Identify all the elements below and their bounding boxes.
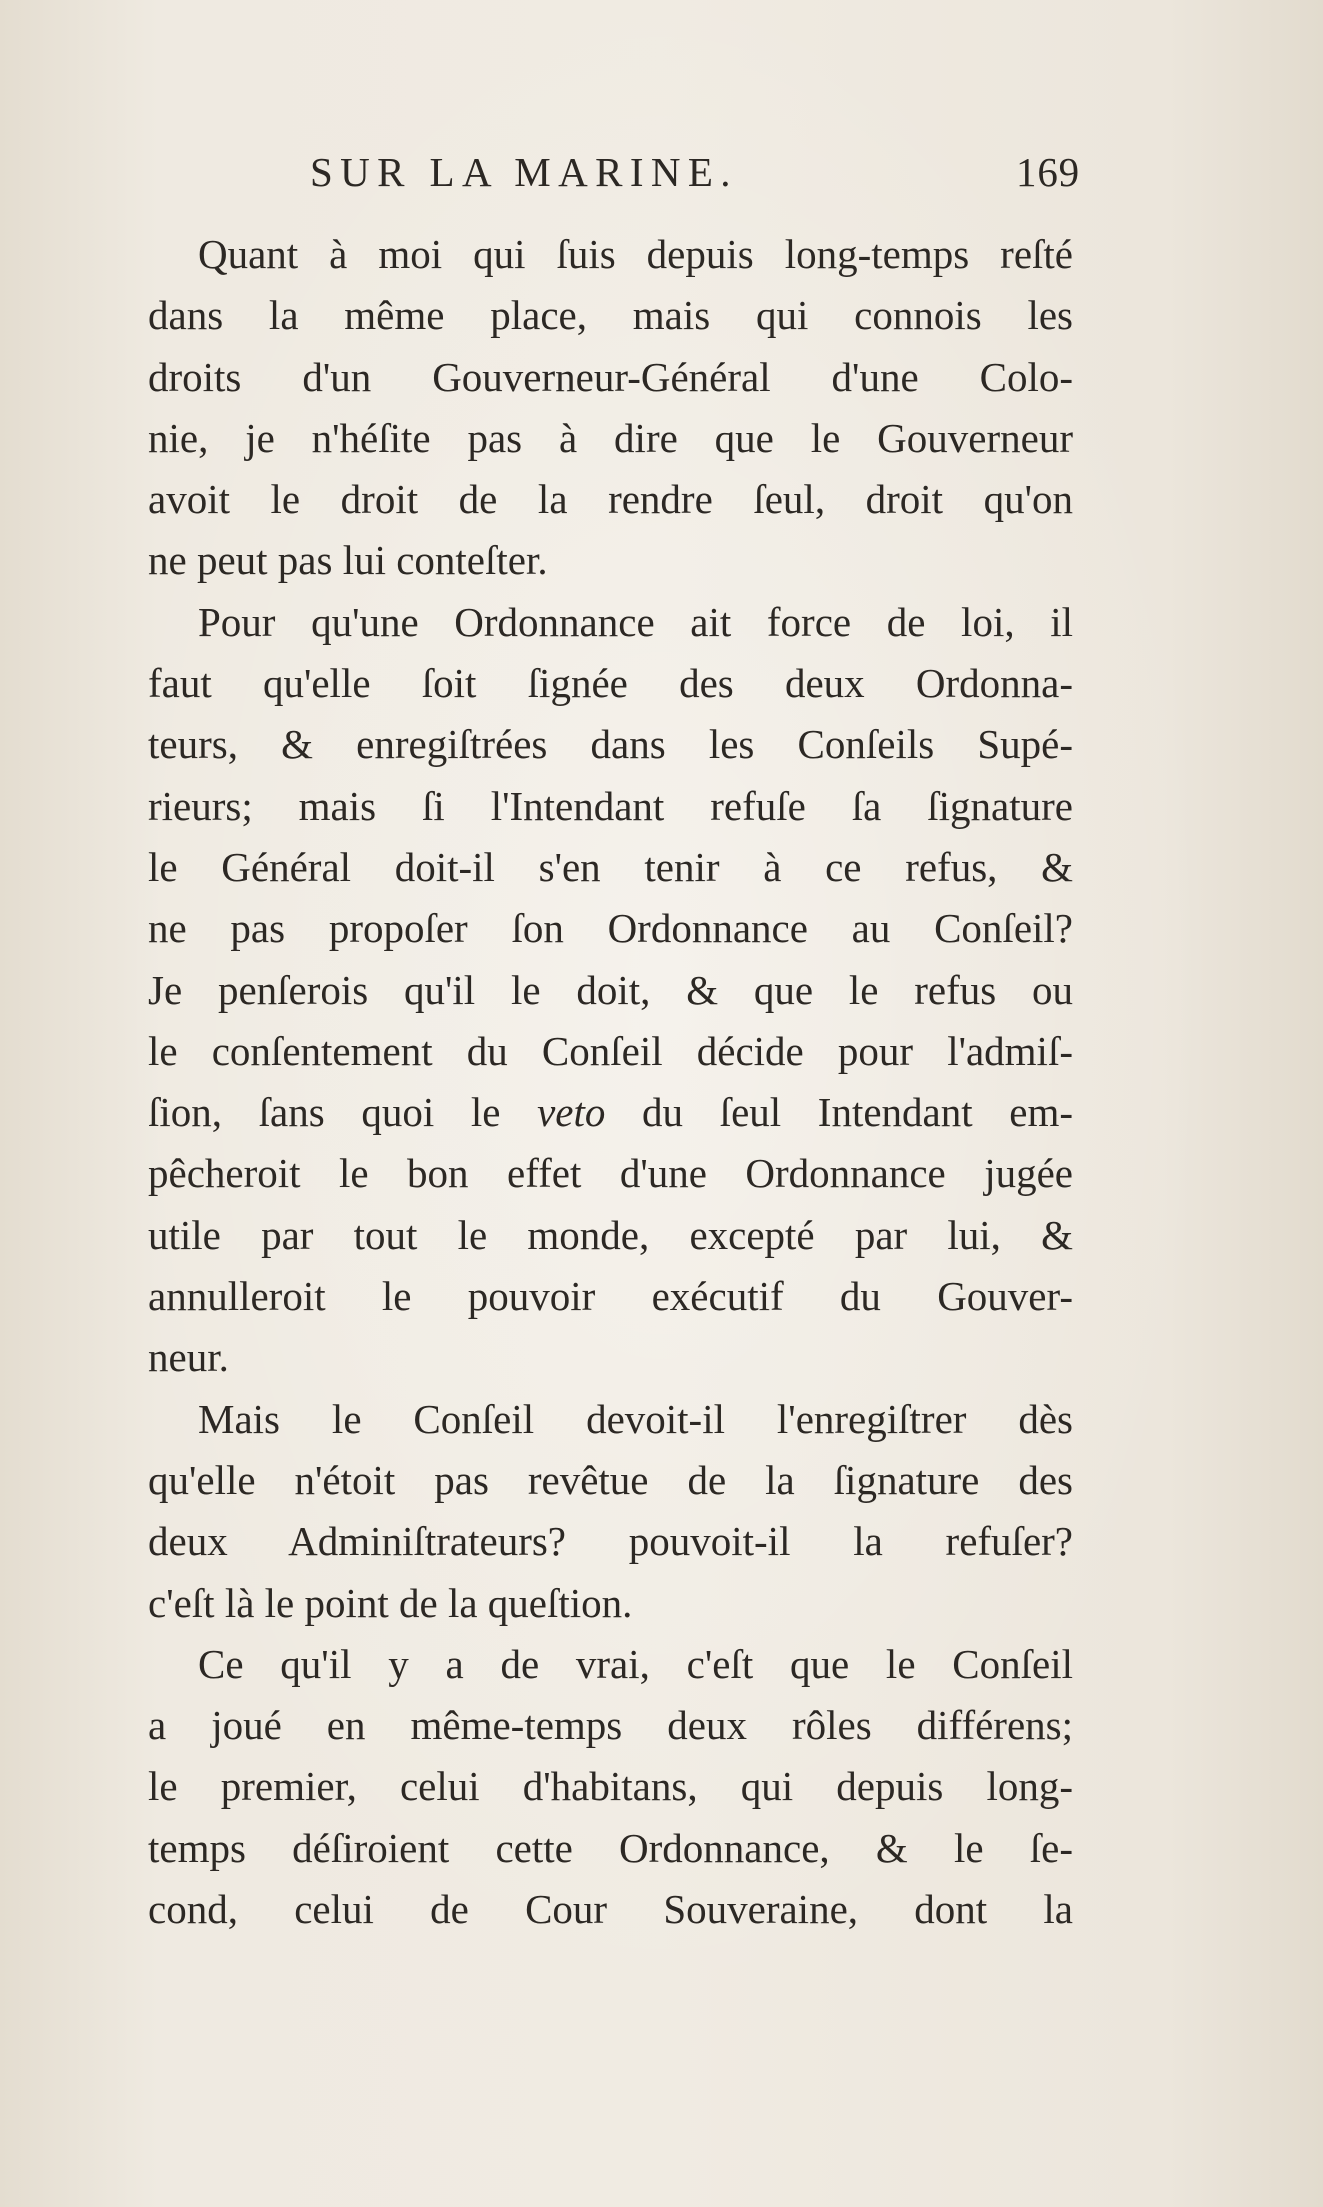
text-line: ne peut pas lui conteſter. (148, 537, 548, 584)
text-line: Mais le Conſeil devoit-il l'enregiſtrer dès (198, 1395, 1073, 1442)
text-line: neur. (148, 1334, 229, 1381)
text-line: dans la même place, mais qui connois les (148, 292, 1073, 339)
text-line: Ce qu'il y a de vrai, c'eſt que le Conſeil (198, 1640, 1073, 1687)
text-line: le Général doit-il s'en tenir à ce refus, & (148, 843, 1073, 890)
page-number: 169 (1016, 149, 1080, 195)
text-line: annulleroit le pouvoir exécutif du Gouver- (148, 1273, 1073, 1320)
running-head-title: SUR LA MARINE. (310, 149, 738, 195)
text-line: cond, celui de Cour Souveraine, dont la (148, 1886, 1073, 1933)
body-text (148, 224, 1073, 1940)
text-line: a joué en même-temps deux rôles différens; (148, 1702, 1073, 1749)
text-line: c'eſt là le point de la queſtion. (148, 1579, 633, 1626)
text-line: le conſentement du Conſeil décide pour l'admiſ- (148, 1027, 1073, 1074)
text-line-with-italic: ſion, ſans quoi le veto du ſeul Intendant em- (148, 1089, 1073, 1136)
text-line: ne pas propoſer ſon Ordonnance au Conſeil? (148, 905, 1073, 952)
text-line: Je penſerois qu'il le doit, & que le refus ou (148, 966, 1073, 1013)
text-line: deux Adminiſtrateurs? pouvoit-il la refuſer? (148, 1518, 1073, 1565)
text-line: pêcheroit le bon effet d'une Ordonnance jugée (148, 1150, 1073, 1197)
text-line: temps déſiroient cette Ordonnance, & le ſe- (148, 1824, 1073, 1871)
italic-word: veto (537, 1089, 606, 1136)
running-head (150, 148, 1080, 208)
text-line: utile par tout le monde, excepté par lui, & (148, 1211, 1073, 1258)
text-line: teurs, & enregiſtrées dans les Conſeils Supé- (148, 721, 1073, 768)
text-line: rieurs; mais ſi l'Intendant refuſe ſa ſignature (148, 782, 1073, 829)
text-line: nie, je n'héſite pas à dire que le Gouverneur (148, 414, 1073, 461)
text-line: faut qu'elle ſoit ſignée des deux Ordonna- (148, 660, 1073, 707)
text-line: Pour qu'une Ordonnance ait force de loi, il (198, 598, 1073, 645)
text-line: le premier, celui d'habitans, qui depuis long- (148, 1763, 1073, 1810)
text-line: droits d'un Gouverneur-Général d'une Colo- (148, 353, 1073, 400)
text-line: avoit le droit de la rendre ſeul, droit qu'on (148, 476, 1073, 523)
text-line: Quant à moi qui ſuis depuis long-temps reſté (198, 231, 1073, 277)
text-line: qu'elle n'étoit pas revêtue de la ſignature des (148, 1456, 1073, 1503)
